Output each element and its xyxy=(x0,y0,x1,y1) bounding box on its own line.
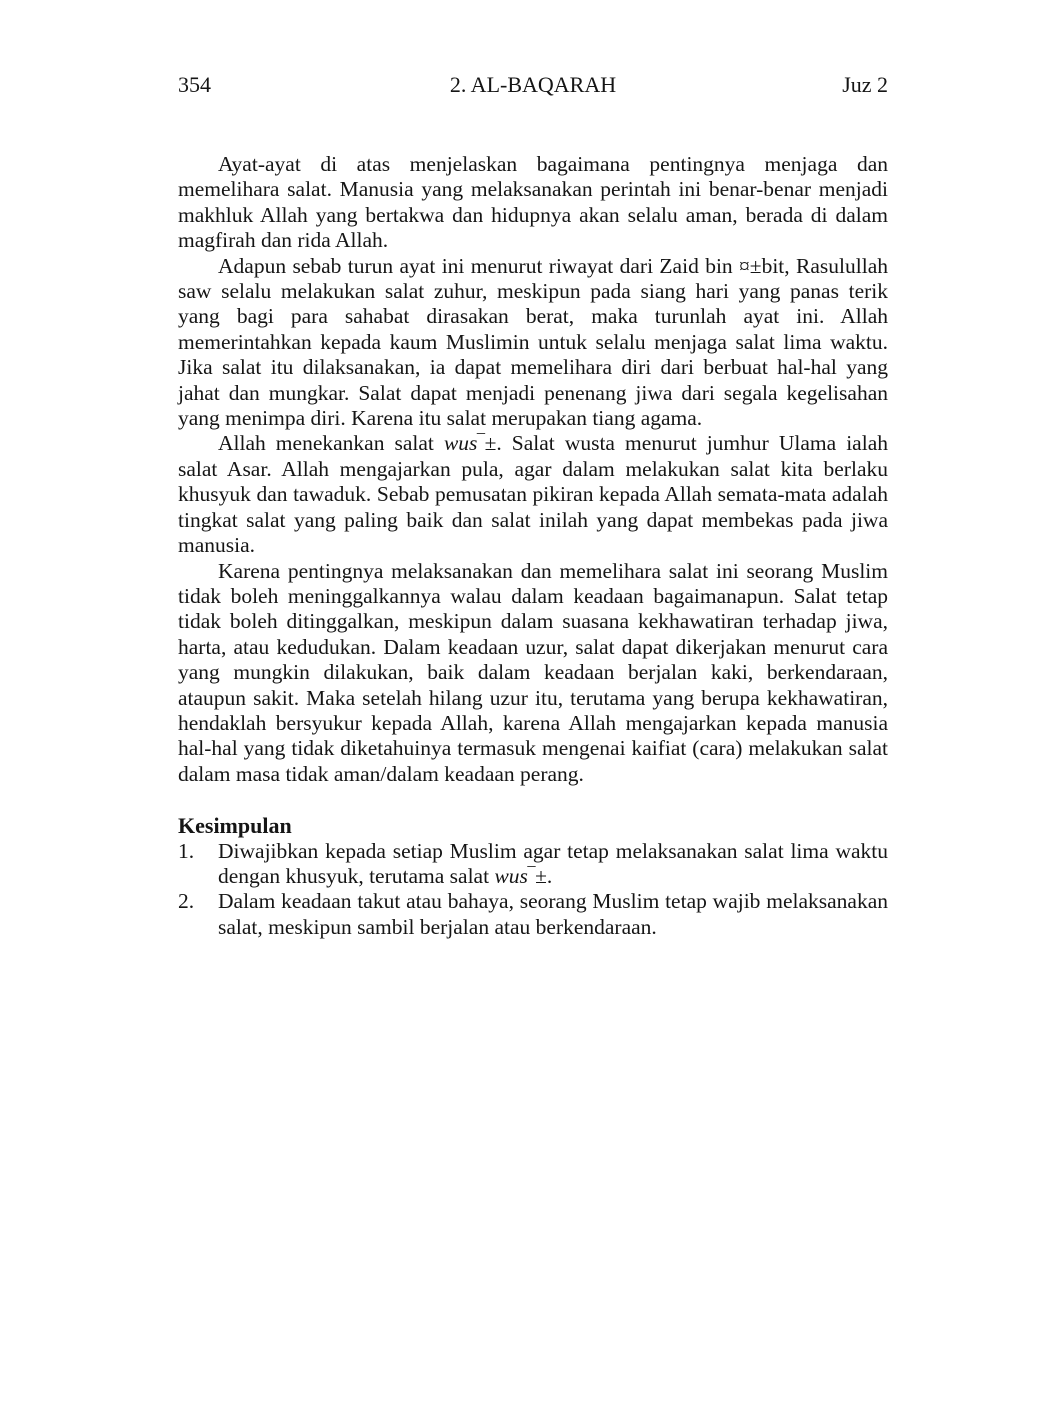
list-item-text xyxy=(218,839,888,890)
list-item-number: 2. xyxy=(178,889,195,914)
paragraphs xyxy=(178,152,888,787)
paragraph xyxy=(178,254,888,432)
text-run: Adapun sebab turun ayat ini menurut riwayat dari Zaid bin ¤±bit, Rasulullah saw selalu melakukan salat zuhur, meskipun pada siang hari yang panas terik yang bagi para sahabat dirasakan berat, maka turunlah ayat ini. Allah memerintahkan kepada kaum Muslimin untuk selalu menjaga salat lima waktu. Jika salat itu dilaksanakan, ia dapat memelihara diri dari berbuat hal-hal yang jahat dan mungkar. Salat dapat menjadi penenang jiwa dari segala kegelisahan yang menimpa diri. Karena itu salat merupakan tiang agama. xyxy=(178,253,888,431)
list-item-text xyxy=(218,889,888,940)
text-run: ‾±. Salat wusta menurut jumhur Ulama ialah salat Asar. Allah mengajarkan pula, agar dalam melakukan salat kita berlaku khusyuk dan tawaduk. Sebab pemusatan pikiran kepada Allah semata-mata adalah tingkat salat yang paling baik dan salat inilah yang dapat membekas pada jiwa manusia. xyxy=(178,431,888,558)
juz-label: Juz 2 xyxy=(842,72,889,97)
italic-run: wus xyxy=(443,431,478,456)
text-run: Diwajibkan kepada setiap Muslim agar tetap melaksanakan salat lima waktu dengan khusyuk, terutama salat xyxy=(218,838,888,888)
kesimpulan-list xyxy=(178,839,888,941)
list-item xyxy=(178,889,888,940)
paragraph xyxy=(178,152,888,254)
text-run: Karena pentingnya melaksanakan dan memelihara salat ini seorang Muslim tidak boleh meninggalkannya walau dalam keadaan bagaimanapun. Salat tetap tidak boleh ditinggalkan, meskipun dalam suasana kekhawatiran terhadap jiwa, harta, atau kedudukan. Dalam keadaan uzur, salat dapat dikerjakan menurut cara yang mungkin dilakukan, baik dalam keadaan berjalan kaki, berkendaraan, ataupun sakit. Maka setelah hilang uzur itu, terutama yang berupa kekhawatiran, hendaklah bersyukur kepada Allah, karena Allah mengajarkan kepada manusia hal-hal yang tidak diketahuinya termasuk mengenai kaifiat (cara) melakukan salat dalam masa tidak aman/dalam keadaan perang. xyxy=(178,558,888,786)
paragraph xyxy=(178,431,888,558)
list-item-number: 1. xyxy=(178,838,195,863)
page-content xyxy=(178,152,888,940)
text-run: Allah menekankan salat xyxy=(218,431,444,456)
surah-title: 2. AL-BAQARAH xyxy=(449,72,617,97)
page-header xyxy=(178,72,888,97)
page-number: 354 xyxy=(178,72,211,97)
italic-run: wus xyxy=(494,863,528,888)
paragraph xyxy=(178,559,888,788)
text-run: Dalam keadaan takut atau bahaya, seorang Muslim tetap wajib melaksanakan salat, meskipun sambil berjalan atau berkendaraan. xyxy=(218,889,888,939)
text-run: ‾±. xyxy=(527,863,553,888)
kesimpulan-heading: Kesimpulan xyxy=(178,813,292,839)
list-item xyxy=(178,839,888,890)
text-run: Ayat-ayat di atas menjelaskan bagaimana pentingnya menjaga dan memelihara salat. Manusia yang melaksanakan perintah ini benar-benar menjadi makhluk Allah yang bertakwa dan hidupnya akan selalu aman, berada di dalam magfirah dan rida Allah. xyxy=(178,152,888,253)
